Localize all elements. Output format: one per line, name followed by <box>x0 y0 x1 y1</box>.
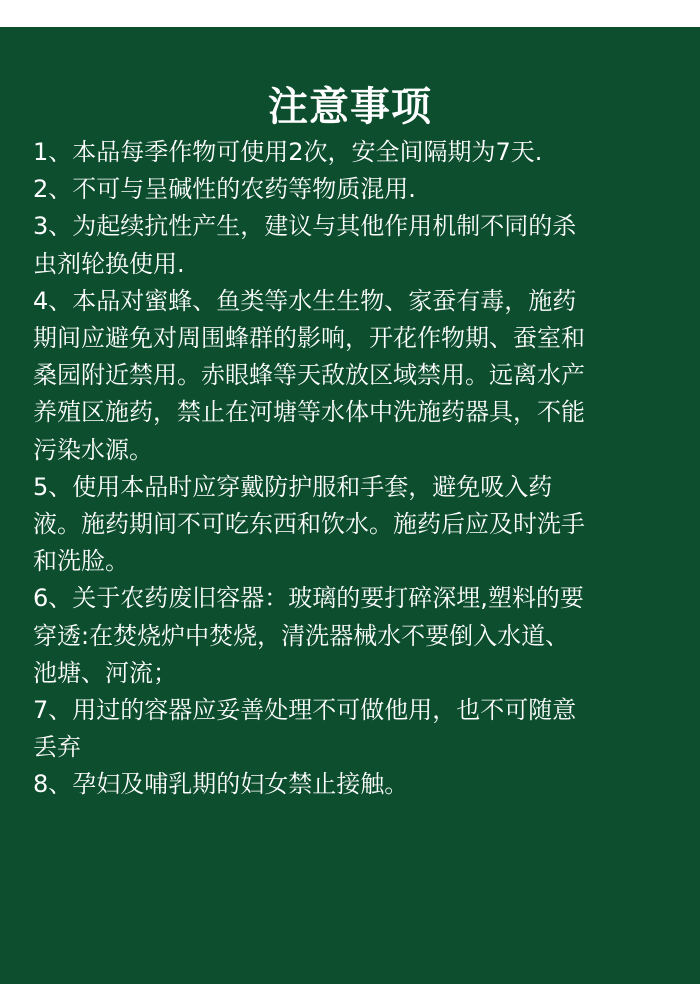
note-line: 5、使用本品时应穿戴防护服和手套，避免吸入药 <box>33 472 553 501</box>
page-title: 注意事项 <box>268 83 432 130</box>
note-item-8 <box>33 766 667 803</box>
note-line: 虫剂轮换使用. <box>33 249 185 278</box>
note-line: 桑园附近禁用。赤眼蜂等天敌放区域禁用。远离水产 <box>33 361 585 390</box>
note-line: 7、用过的容器应妥善处理不可做他用，也不可随意 <box>33 696 577 725</box>
note-line: 4、本品对蜜蜂、鱼类等水生生物、家蚕有毒，施药 <box>33 286 577 315</box>
note-line: 养殖区施药，禁止在河塘等水体中洗施药器具，不能 <box>33 398 585 427</box>
note-item-2 <box>33 171 667 208</box>
note-line: 6、关于农药废旧容器：玻璃的要打碎深埋,塑料的要 <box>33 584 584 613</box>
note-item-6 <box>33 580 667 692</box>
note-item-3 <box>33 208 667 282</box>
note-line: 和洗脸。 <box>33 547 129 576</box>
note-item-7 <box>33 692 667 766</box>
note-line: 丢弃 <box>33 733 81 762</box>
note-line: 穿透:在焚烧炉中焚烧，清洗器械水不要倒入水道、 <box>33 621 570 650</box>
note-line: 期间应避免对周围蜂群的影响，开花作物期、蚕室和 <box>33 324 585 353</box>
note-line: 池塘、河流； <box>33 658 177 687</box>
note-line: 1、本品每季作物可使用2次，安全间隔期为7天. <box>33 138 543 166</box>
note-item-5 <box>33 469 667 581</box>
note-line: 3、为起续抗性产生，建议与其他作用机制不同的杀 <box>33 212 577 241</box>
note-line: 2、不可与呈碱性的农药等物质混用. <box>33 175 416 204</box>
note-item-4 <box>33 283 667 469</box>
note-line: 液。施药期间不可吃东西和饮水。施药后应及时洗手 <box>33 510 585 539</box>
note-item-1 <box>33 134 667 171</box>
notes-list <box>33 134 667 804</box>
note-line: 污染水源。 <box>33 435 153 464</box>
note-line: 8、孕妇及哺乳期的妇女禁止接触。 <box>33 770 409 799</box>
